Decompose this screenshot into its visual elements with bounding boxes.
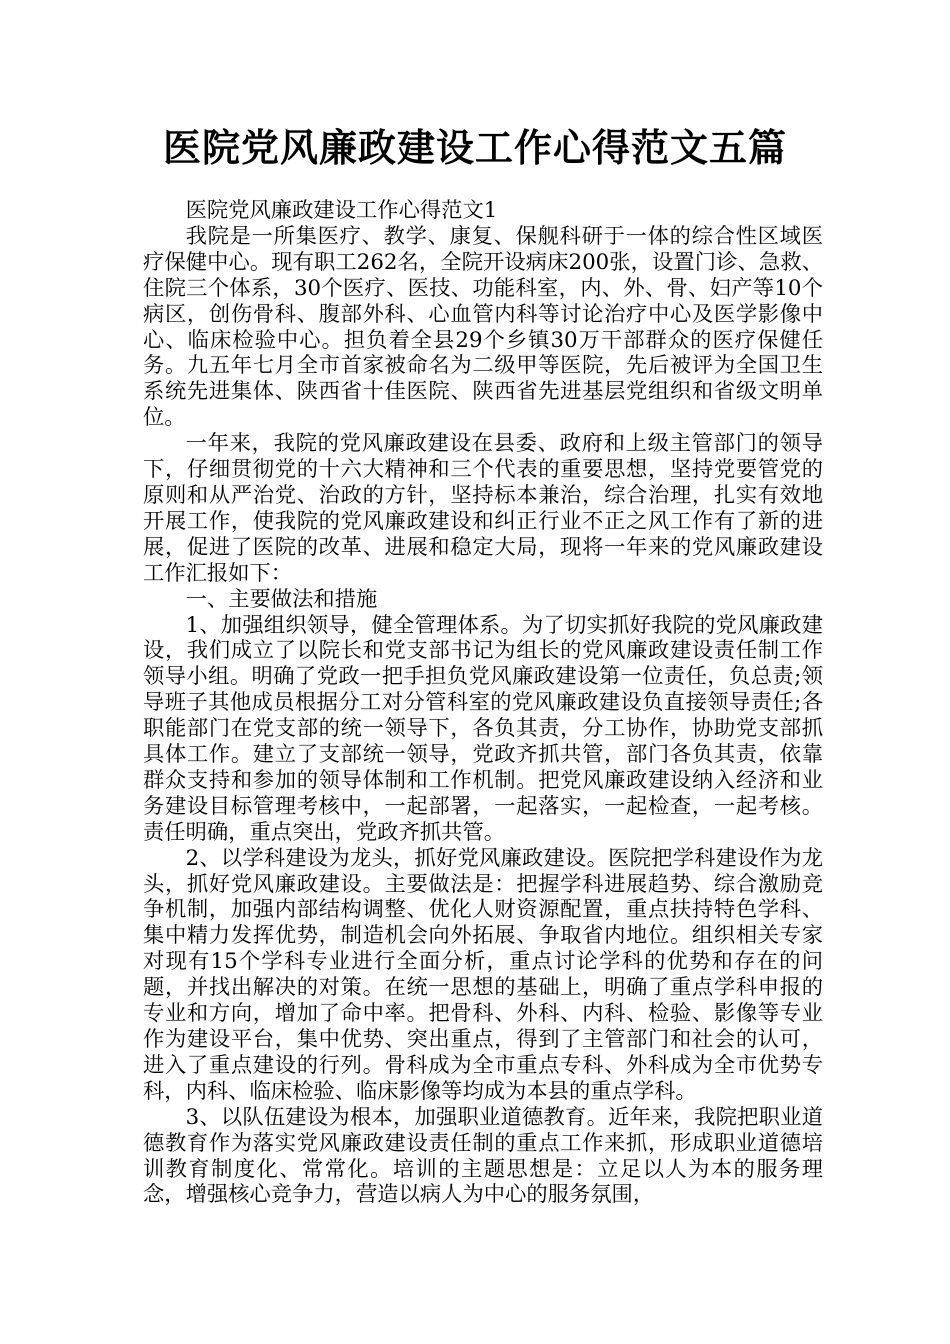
document-body — [143, 198, 823, 1208]
paragraph-hospital-intro: 我院是一所集医疗、教学、康复、保舰科研于一体的综合性区域医疗保健中心。现有职工262名，全院开设病床200张，设置门诊、急救、住院三个体系，30个医疗、医技、功能科室，内、外、骨、妇产等10个病区，创伤骨科、腹部外科、心血管内科等讨论治疗中心及医学影像中心、临床检验中心。担负着全县29个乡镇30万干部群众的医疗保健任务。九五年七月全市首家被命名为二级甲等医院，先后被评为全国卫生系统先进集体、陕西省十佳医院、陕西省先进基层党组织和省级文明单位。 — [143, 223, 823, 431]
paragraph-measure-1: 1、加强组织领导，健全管理体系。为了切实抓好我院的党风廉政建设，我们成立了以院长和党支部书记为组长的党风廉政建设责任制工作领导小组。明确了党政一把手担负党风廉政建设第一位责任，负总责;领导班子其他成员根据分工对分管科室的党风廉政建设负直接领导责任;各职能部门在党支部的统一领导下，各负其责，分工协作，协助党支部抓具体工作。建立了支部统一领导，党政齐抓共管，部门各负其责，依靠群众支持和参加的领导体制和工作机制。把党风廉政建设纳入经济和业务建设目标管理考核中，一起部署，一起落实，一起检查，一起考核。责任明确，重点突出，党政齐抓共管。 — [143, 612, 823, 845]
paragraph-measure-3: 3、以队伍建设为根本，加强职业道德教育。近年来，我院把职业道德教育作为落实党风廉政建设责任制的重点工作来抓，形成职业道德培训教育制度化、常常化。培训的主题思想是：立足以人为本的服务理念，增强核心竞争力，营造以病人为中心的服务氛围， — [143, 1104, 823, 1208]
section-heading: 医院党风廉政建设工作心得范文1 — [185, 198, 498, 223]
paragraph-measure-2: 2、以学科建设为龙头，抓好党风廉政建设。医院把学科建设作为龙头，抓好党风廉政建设。主要做法是：把握学科进展趋势、综合激励竞争机制，加强内部结构调整、优化人财资源配置，重点扶持特色学科、集中精力发挥优势，制造机会向外拓展、争取省内地位。组织相关专家对现有15个学科专业进行全面分析，重点讨论学科的优势和存在的问题，并找出解决的对策。在统一思想的基础上，明确了重点学科申报的专业和方向，增加了命中率。把骨科、外科、内科、检验、影像等专业作为建设平台，集中优势、突出重点，得到了主管部门和社会的认可，进入了重点建设的行列。骨科成为全市重点专科、外科成为全市优势专科，内科、临床检验、临床影像等均成为本县的重点学科。 — [143, 845, 823, 1104]
paragraph-year-review: 一年来，我院的党风廉政建设在县委、政府和上级主管部门的领导下，仔细贯彻党的十六大精神和三个代表的重要思想，坚持党要管党的原则和从严治党、治政的方针，坚持标本兼治，综合治理，扎实有效地开展工作，使我院的党风廉政建设和纠正行业不正之风工作有了新的进展，促进了医院的改革、进展和稳定大局，现将一年来的党风廉政建设工作汇报如下： — [143, 431, 823, 586]
document-title: 医院党风廉政建设工作心得范文五篇 — [162, 126, 787, 170]
subheading-main-measures: 一、主要做法和措施 — [185, 586, 378, 612]
